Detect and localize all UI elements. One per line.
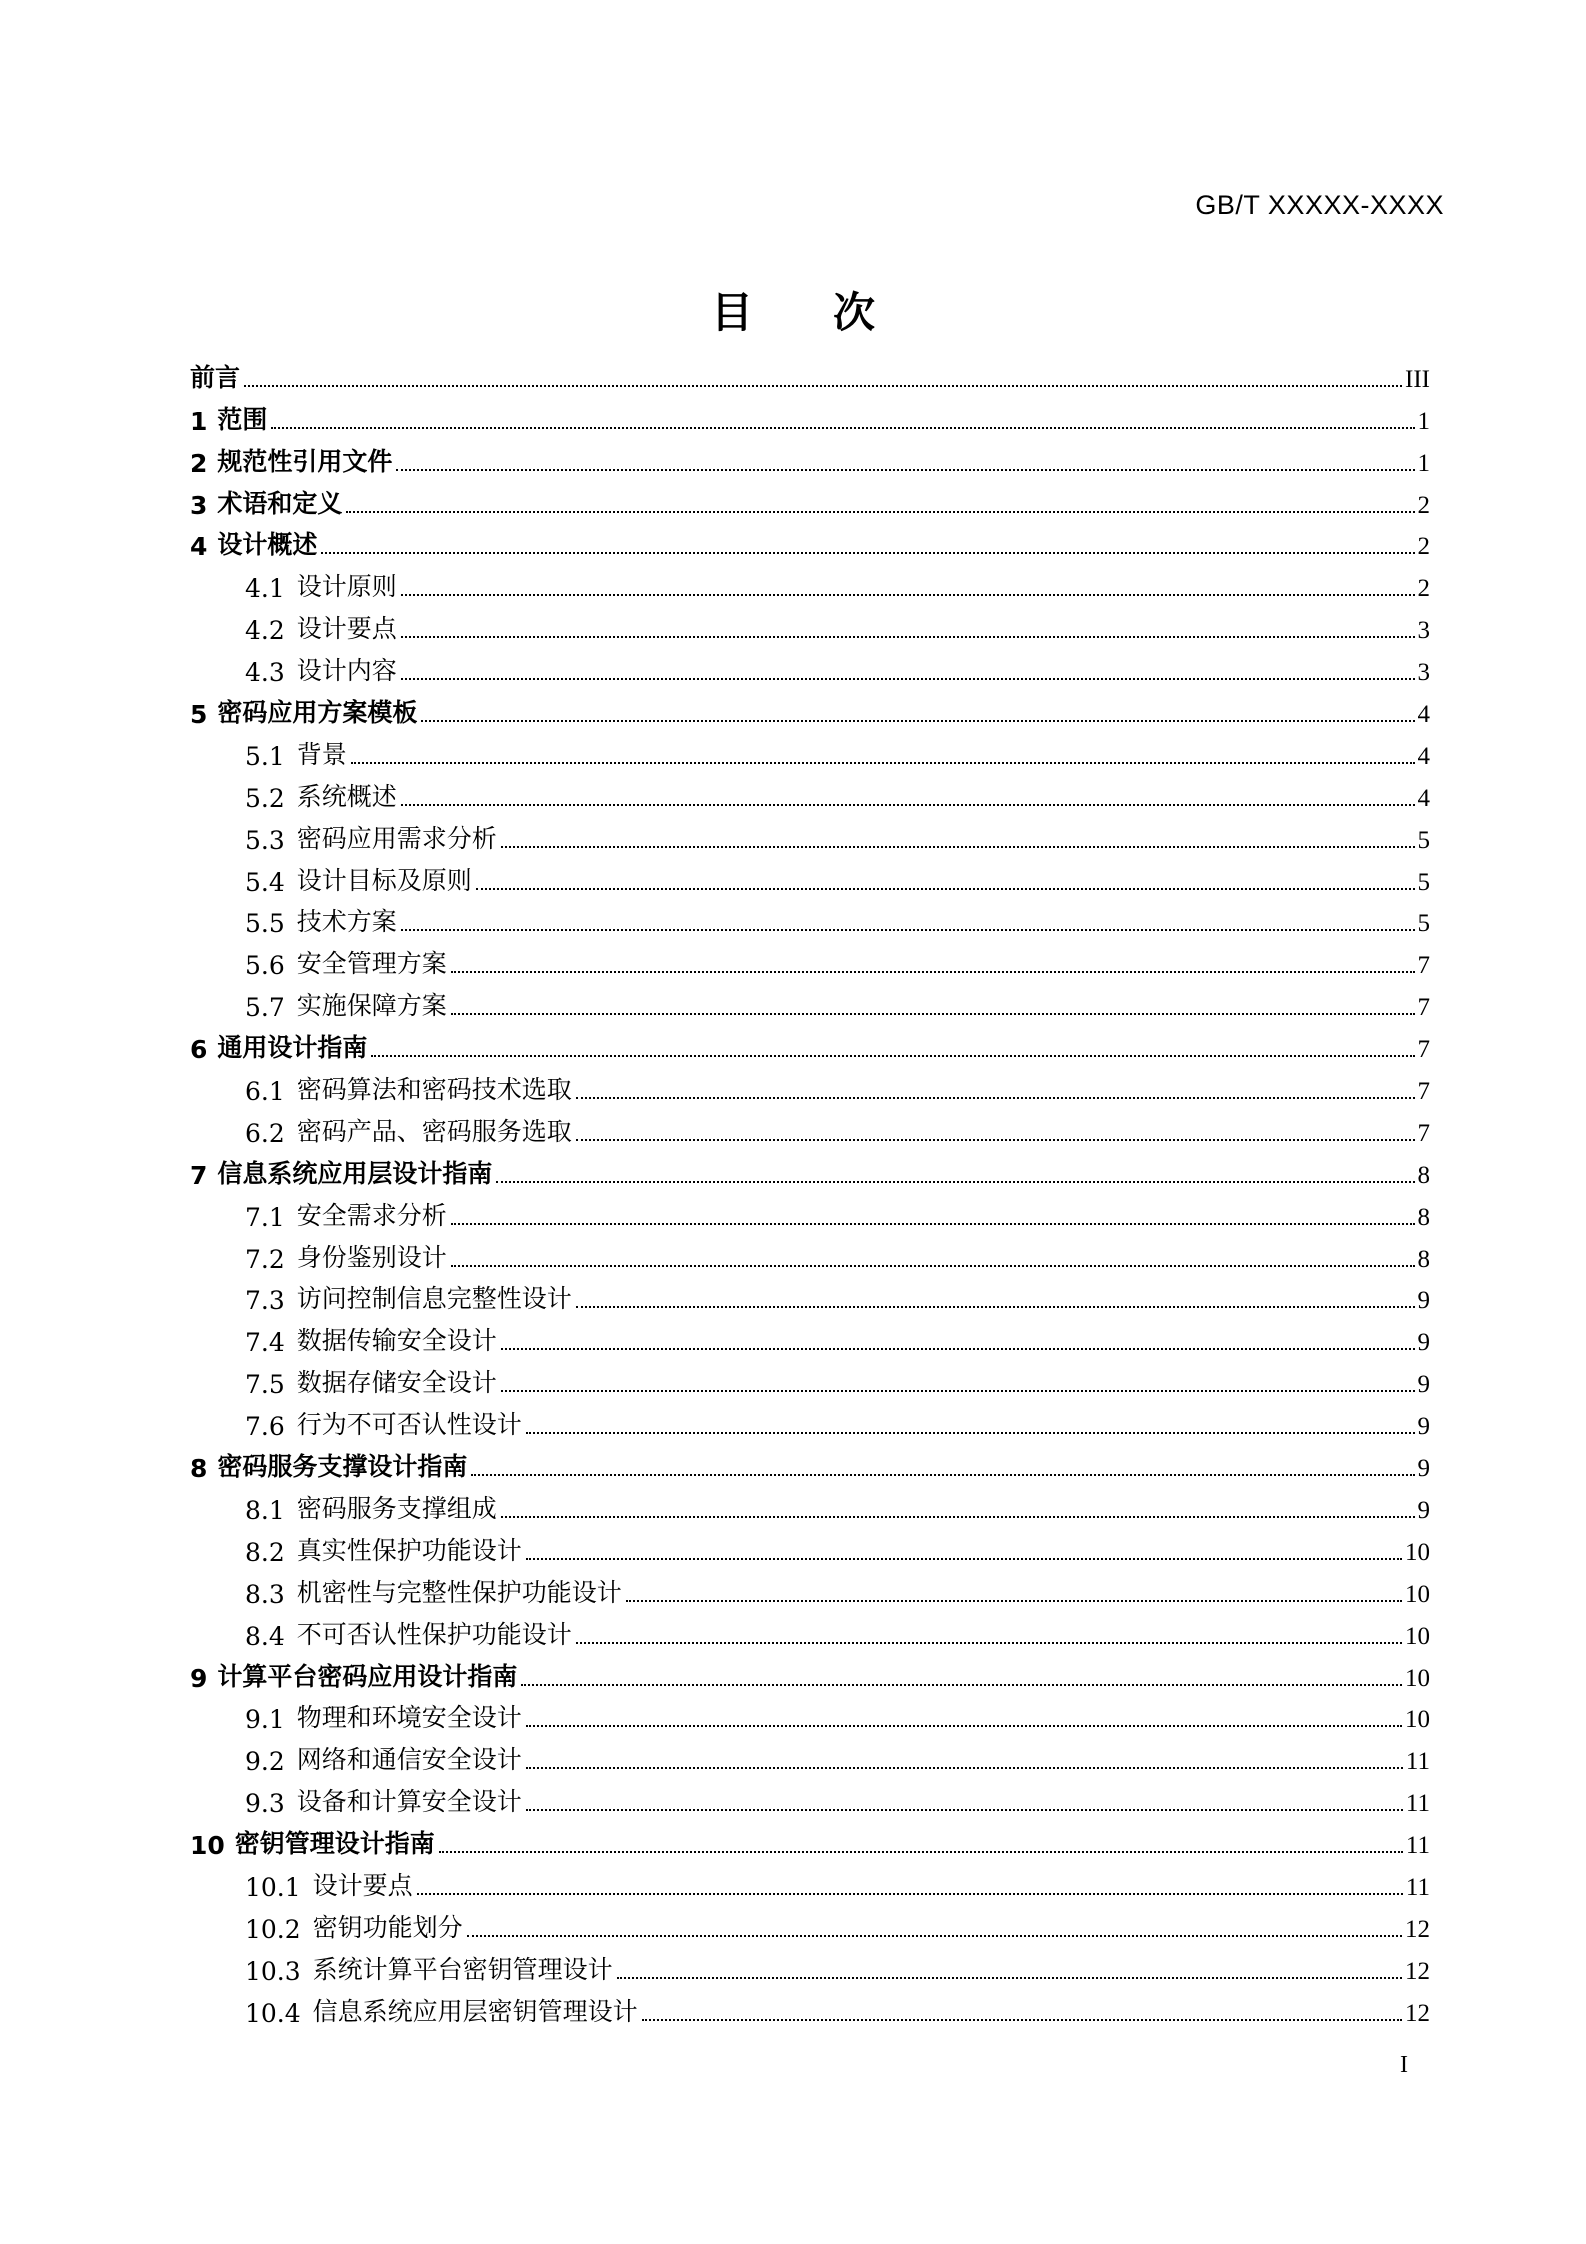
dot-leader: [471, 1474, 1414, 1476]
toc-entry-number: 5.7: [245, 993, 285, 1023]
toc-entry[interactable]: [190, 1525, 1430, 1567]
toc-entry-page: 7: [1417, 1119, 1430, 1147]
toc-entry-page: 10: [1405, 1538, 1430, 1566]
dot-leader: [401, 678, 1415, 680]
toc-entry-number: 10.3: [245, 1956, 301, 1986]
dot-leader: [401, 929, 1415, 931]
toc-entry[interactable]: [190, 394, 1430, 436]
title-char: 次: [833, 288, 876, 337]
toc-entry-number: 7.3: [245, 1286, 285, 1316]
toc-entry-page: 10: [1405, 1664, 1430, 1692]
toc-entry-label: 密码产品、密码服务选取: [296, 1116, 572, 1146]
toc-entry-label: 密钥管理设计指南: [234, 1829, 435, 1859]
toc-entry[interactable]: [190, 729, 1430, 771]
dot-leader: [526, 1809, 1403, 1811]
dot-leader: [576, 1139, 1415, 1141]
toc-entry[interactable]: [190, 478, 1430, 520]
toc-entry-page: 4: [1417, 784, 1430, 812]
page-number: I: [1400, 2052, 1408, 2078]
toc-entry-number: 7.5: [245, 1370, 285, 1400]
dot-leader: [526, 1432, 1415, 1434]
dot-leader: [501, 1516, 1415, 1518]
dot-leader: [626, 1600, 1402, 1602]
toc-entry-label: 规范性引用文件: [217, 446, 393, 476]
toc-entry-label: 术语和定义: [217, 488, 343, 518]
toc-entry-label: 密钥功能划分: [312, 1912, 463, 1942]
toc-entry-number: 4.3: [245, 658, 285, 688]
toc-entry[interactable]: [190, 897, 1430, 939]
toc-entry-page: 7: [1417, 1036, 1430, 1064]
toc-entry-number: 9.1: [245, 1705, 285, 1735]
toc-entry-label: 设计目标及原则: [296, 865, 472, 895]
toc-entry[interactable]: [190, 1274, 1430, 1316]
toc-entry-number: 7.2: [245, 1244, 285, 1274]
toc-entry-label: 计算平台密码应用设计指南: [217, 1661, 518, 1691]
toc-entry-page: 9: [1417, 1496, 1430, 1524]
toc-entry-page: 9: [1417, 1329, 1430, 1357]
toc-entry[interactable]: [190, 855, 1430, 897]
title-char: 目: [710, 288, 753, 337]
dot-leader: [521, 1684, 1402, 1686]
dot-leader: [526, 1558, 1402, 1560]
toc-entry-number: 4.1: [245, 574, 285, 604]
toc-entry-label: 背景: [296, 739, 347, 769]
toc-entry[interactable]: [190, 1315, 1430, 1357]
toc-entry[interactable]: [190, 645, 1430, 687]
toc-entry[interactable]: [190, 1567, 1430, 1609]
toc-entry-number: 5.3: [245, 825, 285, 855]
toc-entry-page: 1: [1417, 407, 1430, 435]
toc-entry-page: 3: [1417, 617, 1430, 645]
toc-entry-label: 物理和环境安全设计: [296, 1703, 522, 1733]
toc-entry-page: 11: [1405, 1832, 1430, 1860]
toc-entry-label: 设计概述: [217, 530, 318, 560]
toc-entry-number: 8.1: [245, 1495, 285, 1525]
toc-entry-number: 6: [190, 1035, 208, 1065]
toc-entry-label: 设计要点: [312, 1870, 413, 1900]
toc-entry-label: 机密性与完整性保护功能设计: [296, 1577, 622, 1607]
toc-entry[interactable]: [190, 1399, 1430, 1441]
toc-entry-page: 4: [1417, 742, 1430, 770]
toc-entry-label: 行为不可否认性设计: [296, 1410, 522, 1440]
toc-entry-label: 数据传输安全设计: [296, 1326, 497, 1356]
toc-entry[interactable]: [190, 1651, 1430, 1693]
toc-entry[interactable]: [190, 1148, 1430, 1190]
toc-entry-label: 通用设计指南: [217, 1033, 368, 1063]
toc-entry[interactable]: [190, 813, 1430, 855]
dot-leader: [451, 1265, 1415, 1267]
toc-entry-page: 11: [1405, 1873, 1430, 1901]
toc-entry[interactable]: [190, 1357, 1430, 1399]
toc-entry-label: 密码服务支撑组成: [296, 1493, 497, 1523]
toc-entry-number: 5.4: [245, 867, 285, 897]
toc-entry-label: 密码应用需求分析: [296, 823, 497, 853]
dot-leader: [576, 1306, 1415, 1308]
dot-leader: [501, 1390, 1415, 1392]
toc-entry-page: 12: [1405, 1915, 1430, 1943]
toc-entry-page: 2: [1417, 575, 1430, 603]
toc-entry-label: 信息系统应用层设计指南: [217, 1158, 493, 1188]
dot-leader: [451, 1013, 1415, 1015]
toc-entry-number: 9.2: [245, 1747, 285, 1777]
toc-entry-label: 实施保障方案: [296, 991, 447, 1021]
toc-entry[interactable]: [190, 1106, 1430, 1148]
toc-entry-label: 密码服务支撑设计指南: [217, 1452, 468, 1482]
toc-entry-label: 安全需求分析: [296, 1200, 447, 1230]
toc-entry-label: 设计原则: [296, 572, 397, 602]
toc-entry-page: 10: [1405, 1622, 1430, 1650]
table-of-contents: [190, 352, 1430, 2028]
toc-entry-number: 5.6: [245, 951, 285, 981]
dot-leader: [451, 971, 1415, 973]
toc-entry-number: 9.3: [245, 1789, 285, 1819]
toc-entry-page: III: [1405, 365, 1430, 393]
toc-entry-number: 8.3: [245, 1579, 285, 1609]
toc-entry-label: 设备和计算安全设计: [296, 1787, 522, 1817]
toc-entry-number: 10.4: [245, 1998, 301, 2028]
toc-entry-number: 8.2: [245, 1537, 285, 1567]
toc-entry-label: 真实性保护功能设计: [296, 1535, 522, 1565]
toc-entry-page: 8: [1417, 1161, 1430, 1189]
toc-entry-label: 安全管理方案: [296, 949, 447, 979]
toc-entry-label: 密码算法和密码技术选取: [296, 1075, 572, 1105]
toc-entry-number: 4.2: [245, 616, 285, 646]
toc-entry-number: 7.6: [245, 1412, 285, 1442]
toc-entry[interactable]: [190, 561, 1430, 603]
toc-entry-page: 8: [1417, 1245, 1430, 1273]
toc-entry-page: 11: [1405, 1790, 1430, 1818]
toc-entry[interactable]: [190, 520, 1430, 562]
toc-entry-number: 5.2: [245, 783, 285, 813]
toc-entry-page: 12: [1405, 1999, 1430, 2027]
toc-entry[interactable]: [190, 603, 1430, 645]
dot-leader: [617, 1977, 1402, 1979]
dot-leader: [439, 1851, 1403, 1853]
toc-entry[interactable]: [190, 1944, 1430, 1986]
toc-entry-page: 2: [1417, 533, 1430, 561]
document-code: GB/T XXXXX-XXXX: [1195, 190, 1444, 220]
dot-leader: [476, 888, 1415, 890]
dot-leader: [401, 636, 1415, 638]
dot-leader: [244, 385, 1402, 387]
toc-entry-number: 10.2: [245, 1914, 301, 1944]
toc-entry-label: 范围: [217, 404, 268, 434]
toc-entry-number: 8: [190, 1454, 208, 1484]
toc-entry-label: 数据存储安全设计: [296, 1368, 497, 1398]
dot-leader: [496, 1181, 1414, 1183]
toc-entry[interactable]: [190, 1776, 1430, 1818]
toc-entry-number: 2: [190, 448, 208, 478]
toc-entry-label: 访问控制信息完整性设计: [296, 1284, 572, 1314]
toc-entry[interactable]: [190, 1902, 1430, 1944]
dot-leader: [401, 804, 1415, 806]
toc-entry-number: 7.1: [245, 1202, 285, 1232]
toc-entry-page: 5: [1417, 910, 1430, 938]
toc-entry-page: 12: [1405, 1957, 1430, 1985]
toc-entry[interactable]: [190, 1064, 1430, 1106]
toc-entry-page: 4: [1417, 701, 1430, 729]
toc-entry-number: 6.1: [245, 1077, 285, 1107]
toc-entry-label: 系统概述: [296, 781, 397, 811]
toc-entry-page: 10: [1405, 1580, 1430, 1608]
toc-entry-label: 不可否认性保护功能设计: [296, 1619, 572, 1649]
toc-entry[interactable]: [190, 1860, 1430, 1902]
toc-entry-label: 前言: [190, 362, 241, 392]
toc-entry-page: 5: [1417, 868, 1430, 896]
dot-leader: [421, 720, 1414, 722]
toc-entry-number: 7: [190, 1160, 208, 1190]
toc-entry-number: 6.2: [245, 1118, 285, 1148]
toc-entry-label: 密码应用方案模板: [217, 698, 418, 728]
dot-leader: [321, 552, 1414, 554]
toc-entry[interactable]: [190, 436, 1430, 478]
toc-entry[interactable]: [190, 1986, 1430, 2028]
toc-entry-label: 系统计算平台密钥管理设计: [312, 1954, 613, 1984]
toc-entry-number: 4: [190, 532, 208, 562]
toc-entry-page: 9: [1417, 1287, 1430, 1315]
toc-entry-page: 9: [1417, 1413, 1430, 1441]
page-title: [0, 280, 1586, 340]
toc-entry-label: 信息系统应用层密钥管理设计: [312, 1996, 638, 2026]
toc-entry[interactable]: [190, 1734, 1430, 1776]
toc-entry-page: 8: [1417, 1203, 1430, 1231]
dot-leader: [417, 1893, 1403, 1895]
dot-leader: [371, 1055, 1414, 1057]
dot-leader: [401, 594, 1415, 596]
toc-entry-label: 设计要点: [296, 614, 397, 644]
toc-entry[interactable]: [190, 352, 1430, 394]
toc-entry-number: 1: [190, 406, 208, 436]
toc-entry[interactable]: [190, 687, 1430, 729]
dot-leader: [351, 762, 1415, 764]
toc-entry-number: 5.5: [245, 909, 285, 939]
dot-leader: [396, 469, 1414, 471]
toc-entry[interactable]: [190, 1609, 1430, 1651]
toc-entry[interactable]: [190, 980, 1430, 1022]
dot-leader: [271, 427, 1414, 429]
toc-entry[interactable]: [190, 1441, 1430, 1483]
toc-entry-label: 网络和通信安全设计: [296, 1745, 522, 1775]
toc-entry-page: 7: [1417, 952, 1430, 980]
toc-entry[interactable]: [190, 1483, 1430, 1525]
dot-leader: [526, 1767, 1403, 1769]
dot-leader: [642, 2019, 1402, 2021]
toc-entry-page: 11: [1405, 1748, 1430, 1776]
toc-entry-number: 5: [190, 700, 208, 730]
dot-leader: [576, 1642, 1402, 1644]
toc-entry-page: 1: [1417, 449, 1430, 477]
toc-entry[interactable]: [190, 1818, 1430, 1860]
dot-leader: [501, 1348, 1415, 1350]
toc-entry[interactable]: [190, 771, 1430, 813]
toc-entry-page: 2: [1417, 491, 1430, 519]
toc-entry-page: 10: [1405, 1706, 1430, 1734]
toc-entry-number: 8.4: [245, 1621, 285, 1651]
toc-entry[interactable]: [190, 1232, 1430, 1274]
toc-entry-number: 9: [190, 1663, 208, 1693]
dot-leader: [346, 511, 1414, 513]
toc-entry[interactable]: [190, 938, 1430, 980]
toc-entry-number: 7.4: [245, 1328, 285, 1358]
toc-entry-page: 9: [1417, 1455, 1430, 1483]
dot-leader: [501, 846, 1415, 848]
toc-entry[interactable]: [190, 1693, 1430, 1735]
toc-entry-number: 3: [190, 490, 208, 520]
toc-entry-page: 3: [1417, 659, 1430, 687]
dot-leader: [526, 1725, 1402, 1727]
toc-entry[interactable]: [190, 1022, 1430, 1064]
toc-entry-label: 设计内容: [296, 656, 397, 686]
toc-entry-page: 7: [1417, 994, 1430, 1022]
dot-leader: [451, 1223, 1415, 1225]
toc-entry-number: 10.1: [245, 1872, 301, 1902]
toc-entry-number: 10: [190, 1831, 225, 1861]
toc-entry-label: 身份鉴别设计: [296, 1242, 447, 1272]
toc-entry-number: 5.1: [245, 741, 285, 771]
toc-entry-page: 9: [1417, 1371, 1430, 1399]
toc-entry-label: 技术方案: [296, 907, 397, 937]
toc-entry-page: 5: [1417, 826, 1430, 854]
toc-entry-page: 7: [1417, 1078, 1430, 1106]
toc-entry[interactable]: [190, 1190, 1430, 1232]
dot-leader: [576, 1097, 1415, 1099]
dot-leader: [467, 1935, 1402, 1937]
